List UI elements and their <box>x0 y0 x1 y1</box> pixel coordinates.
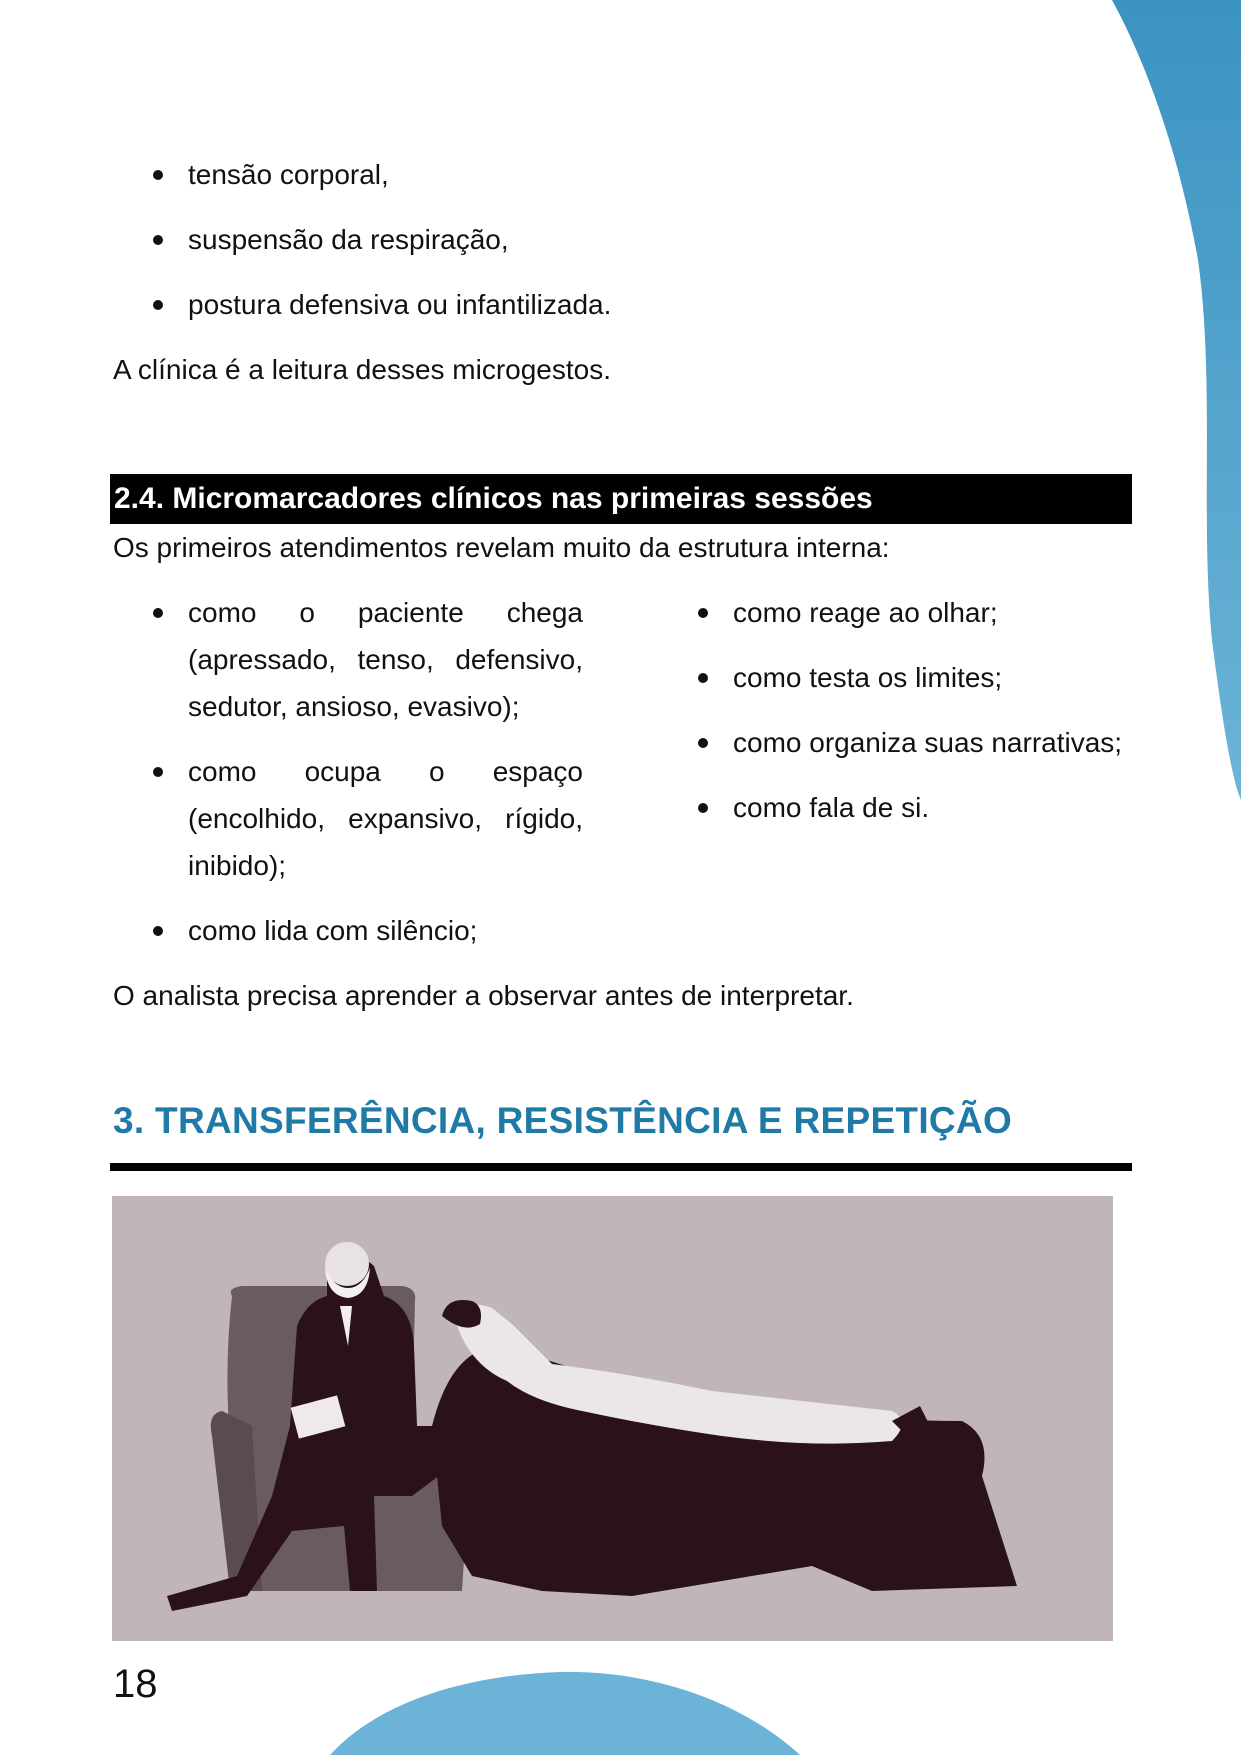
list-item: tensão corporal, <box>113 151 753 198</box>
list-item: como testa os limites; <box>658 654 1128 701</box>
list-item: postura defensiva ou infantilizada. <box>113 281 753 328</box>
list-item: suspensão da respiração, <box>113 216 753 263</box>
left-bullet-list <box>113 589 583 972</box>
chapter-title: 3. TRANSFERÊNCIA, RESISTÊNCIA E REPETIÇÃO <box>113 1100 1013 1141</box>
right-bullet-list <box>658 589 1128 849</box>
top-bullet-list <box>113 151 753 346</box>
section-lead: Os primeiros atendimentos revelam muito da estrutura interna: <box>113 532 890 563</box>
intro-closing: A clínica é a leitura desses microgestos. <box>113 354 612 385</box>
list-item: como o paciente chega (apressado, tenso, defensivo, sedutor, ansioso, evasivo); <box>113 589 583 730</box>
chapter-rule <box>110 1163 1132 1171</box>
list-item: como ocupa o espaço (encolhido, expansivo, rígido, inibido); <box>113 748 583 889</box>
list-item: como fala de si. <box>658 784 1128 831</box>
list-item: como lida com silêncio; <box>113 907 583 954</box>
page-number: 18 <box>113 1662 158 1706</box>
list-item: como organiza suas narrativas; <box>658 719 1128 766</box>
section-closing: O analista precisa aprender a observar antes de interpretar. <box>113 980 854 1011</box>
section-heading: 2.4. Micromarcadores clínicos nas primeiras sessões <box>110 474 1132 524</box>
analysis-session-illustration <box>112 1196 1113 1641</box>
list-item: como reage ao olhar; <box>658 589 1128 636</box>
